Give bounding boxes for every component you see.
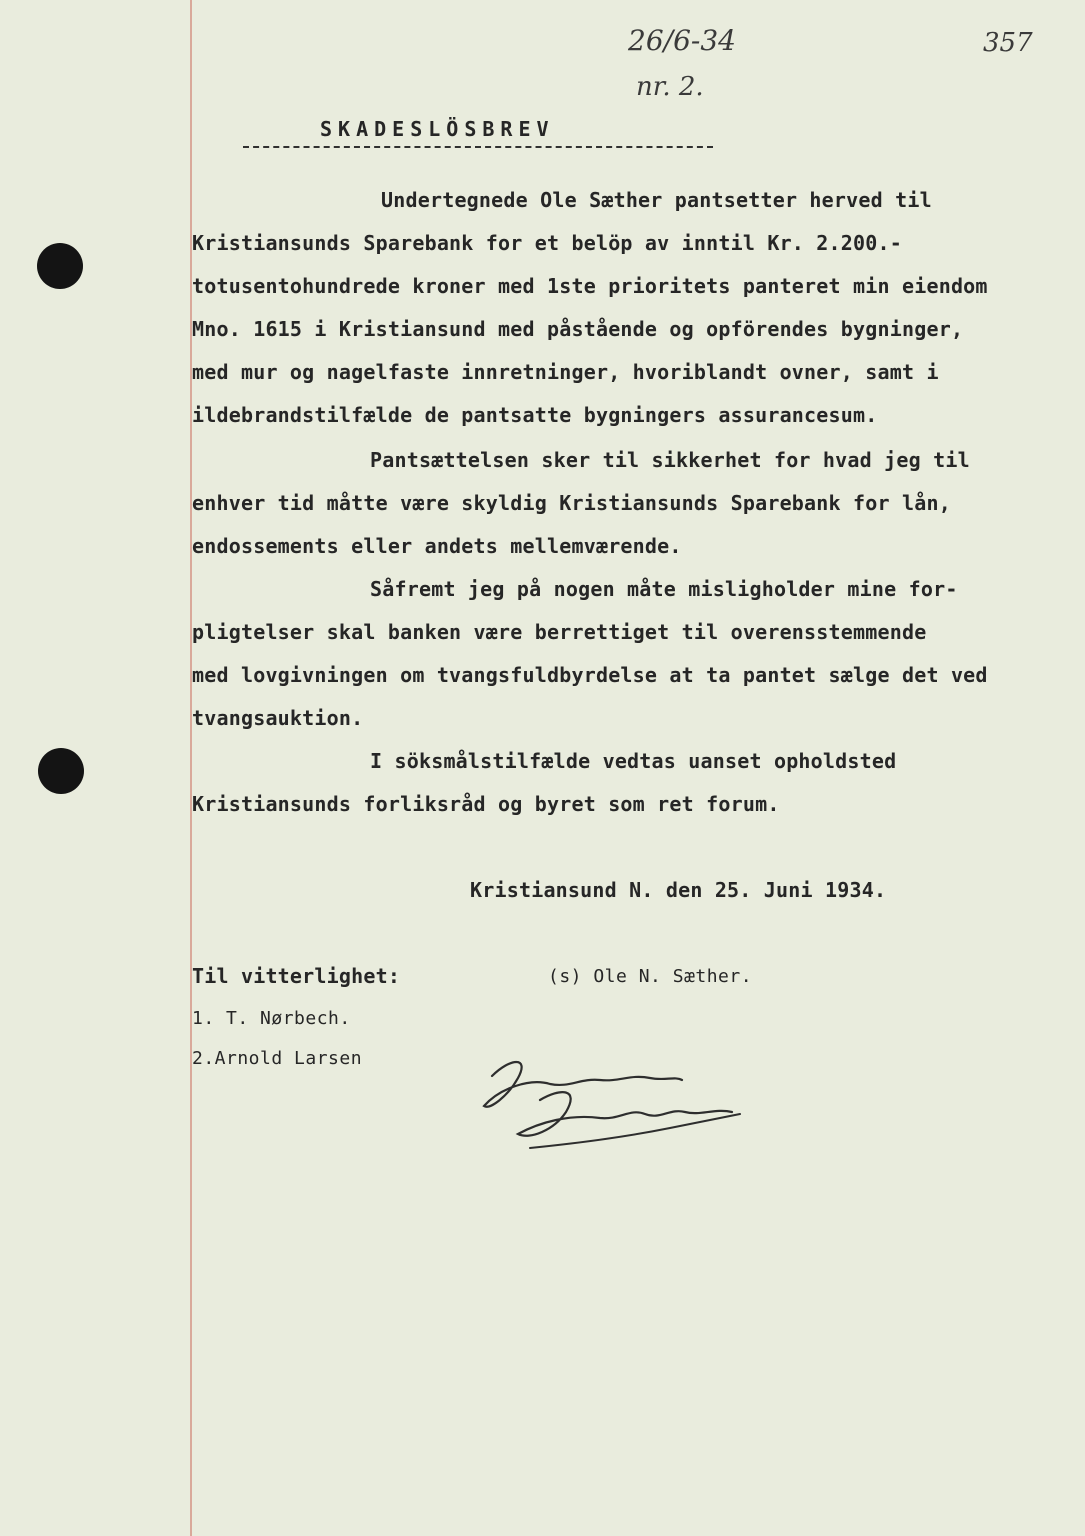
- handwritten-number: nr. 2.: [636, 72, 704, 102]
- body-line: Kristiansunds Sparebank for et belöp av inntil Kr. 2.200.-: [192, 231, 902, 255]
- handwritten-date: 26/6-34: [628, 24, 736, 57]
- witness-heading: Til vitterlighet:: [192, 964, 401, 988]
- body-line: totusentohundrede kroner med 1ste prioritets panteret min eiendom: [192, 274, 988, 298]
- place-date: Kristiansund N. den 25. Juni 1934.: [470, 878, 887, 902]
- body-line: pligtelser skal banken være berrettiget til overensstemmende: [192, 620, 927, 644]
- punch-hole-top: [37, 243, 83, 289]
- body-line: ildebrandstilfælde de pantsatte bygningers assurancesum.: [192, 403, 878, 427]
- body-line: Undertegnede Ole Sæther pantsetter herved til: [381, 188, 932, 212]
- body-line: endossements eller andets mellemværende.: [192, 534, 682, 558]
- body-line: Såfremt jeg på nogen måte misligholder mine for-: [370, 577, 958, 601]
- body-line: Kristiansunds forliksråd og byret som ret forum.: [192, 792, 780, 816]
- body-line: I söksmålstilfælde vedtas uanset opholdsted: [370, 749, 897, 773]
- signed-by: (s) Ole N. Sæther.: [548, 966, 753, 987]
- body-line: tvangsauktion.: [192, 706, 364, 730]
- body-line: med mur og nagelfaste innretninger, hvoriblandt ovner, samt i: [192, 360, 939, 384]
- document-title: SKADESLÖSBREV: [320, 117, 555, 141]
- body-line: Pantsættelsen sker til sikkerhet for hvad jeg til: [370, 448, 970, 472]
- handwritten-signature: [470, 1048, 770, 1168]
- witness-2: 2.Arnold Larsen: [192, 1048, 363, 1069]
- body-line: med lovgivningen om tvangsfuldbyrdelse at ta pantet sælge det ved: [192, 663, 988, 687]
- witness-1: 1. T. Nørbech.: [192, 1008, 351, 1029]
- title-underline: [243, 146, 713, 148]
- punch-hole-bottom: [38, 748, 84, 794]
- body-line: Mno. 1615 i Kristiansund med påstående og opförendes bygninger,: [192, 317, 964, 341]
- handwritten-page-number: 357: [983, 28, 1033, 58]
- body-line: enhver tid måtte være skyldig Kristiansunds Sparebank for lån,: [192, 491, 951, 515]
